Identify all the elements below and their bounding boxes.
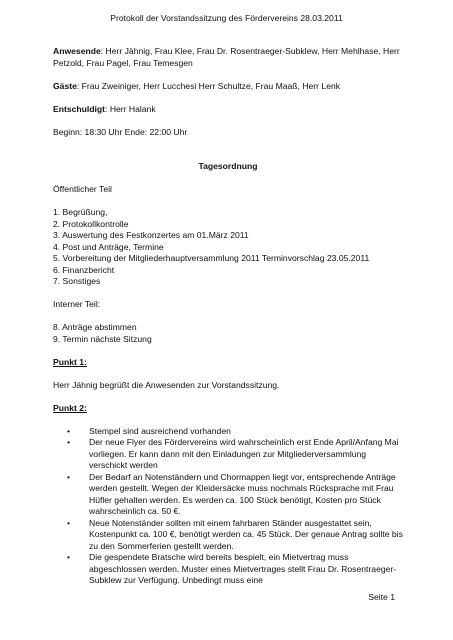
attendees-text: : Herr Jähnig, Frau Klee, Frau Dr. Rosentraeger-Subklew, Herr Mehlhase, Herr Petzold, Frau Pagel, Frau Temesgen: [53, 46, 400, 68]
excused-label: Entschuldigt: [53, 103, 106, 114]
guests-paragraph: [53, 81, 403, 93]
internal-part-label: Interner Teil:: [53, 299, 101, 309]
point2-heading: Punkt 2:: [53, 402, 87, 413]
agenda-item: 9. Termin nächste Sitzung: [53, 333, 152, 344]
page-number: Seite 1: [368, 592, 395, 602]
agenda-item: 1. Begrüßung,: [53, 207, 108, 217]
point1-text: Herr Jähnig begrüßt die Anwesenden zur Vorstandssitzung.: [53, 379, 280, 390]
guests-label: Gäste: [53, 80, 77, 91]
list-item: [53, 518, 403, 553]
agenda-item: 6. Finanzbericht: [53, 264, 115, 275]
list-item: [53, 472, 403, 518]
list-item-text: Der Bedarf an Notenständern und Chormappen liegt vor, entsprechende Anträge werden gestellt. Wegen der Kleidersäcke muss nochmals Rücksprache mit Frau Hüfler gehalten werden. Es werden ca. 100 Stück benötigt, Kosten pro Stück wahrscheinlich ca. 50 €.: [89, 471, 396, 516]
agenda-item: 2. Protokollkontrolle: [53, 218, 129, 229]
list-item-text: Stempel sind ausreichend vorhanden: [89, 425, 231, 436]
list-item-text: Die gespendete Bratsche wird bereits bespielt, ein Mietvertrag muss abgeschlossen werden. Muster eines Mietvertrages stellt Frau Dr. Rosentraeger-Subklew zur Verfügung. Unbedingt muss eine: [89, 552, 397, 585]
document-body: [53, 46, 403, 587]
bullet-icon: •: [67, 517, 71, 528]
bullet-icon: •: [67, 471, 71, 482]
excused-text: : Herr Halank: [105, 103, 156, 114]
list-item-text: Neue Notenständer sollten mit einem fahrbaren Ständer ausgestattet sein, Kostenpunkt ca. 100 €, benötigt werden ca. 45 Stück. Der genaue Antrag sollte bis zu den Sommerferien gestellt werden.: [89, 517, 403, 551]
list-item: [53, 552, 403, 587]
list-item-text: Der neue Flyer des Fördervereins wird wahrscheinlich erst Ende April/Anfang Mai vorliegen. Er kann dann mit den Einladungen zur Mitgliederversammlung verschickt werden: [89, 437, 399, 470]
excused-paragraph: [53, 104, 403, 116]
agenda-title: Tagesordnung: [198, 161, 258, 171]
bullet-icon: •: [67, 437, 71, 447]
bullet-icon: •: [67, 552, 71, 562]
point1-heading: Punkt 1:: [53, 356, 87, 367]
page-header: Protokoll der Vorstandssitzung des Fördervereins 28.03.2011: [110, 13, 343, 23]
attendees-label: Anwesende: [53, 46, 101, 56]
agenda-item: 4. Post und Anträge, Termine: [53, 241, 164, 252]
bullet-icon: •: [67, 425, 71, 436]
list-item: [53, 426, 403, 438]
meeting-time: Beginn: 18:30 Uhr Ende: 22:00 Uhr: [53, 126, 188, 137]
public-part-label: Öffentlicher Teil: [53, 184, 112, 194]
agenda-item: 7. Sonstiges: [53, 276, 101, 286]
point2-bullet-list: [53, 426, 403, 587]
agenda-item: 5. Vorbereitung der Mitgliederhauptversammlung 2011 Terminvorschlag 23.05.2011: [53, 253, 370, 263]
attendees-paragraph: [53, 46, 403, 69]
agenda-item: 3. Auswertung des Festkonzertes am 01.März 2011: [53, 230, 249, 240]
agenda-item: 8. Anträge abstimmen: [53, 322, 137, 332]
list-item: [53, 437, 403, 472]
guests-text: : Frau Zweiniger, Herr Lucchesi Herr Schultze, Frau Maaß, Herr Lenk: [76, 80, 341, 91]
